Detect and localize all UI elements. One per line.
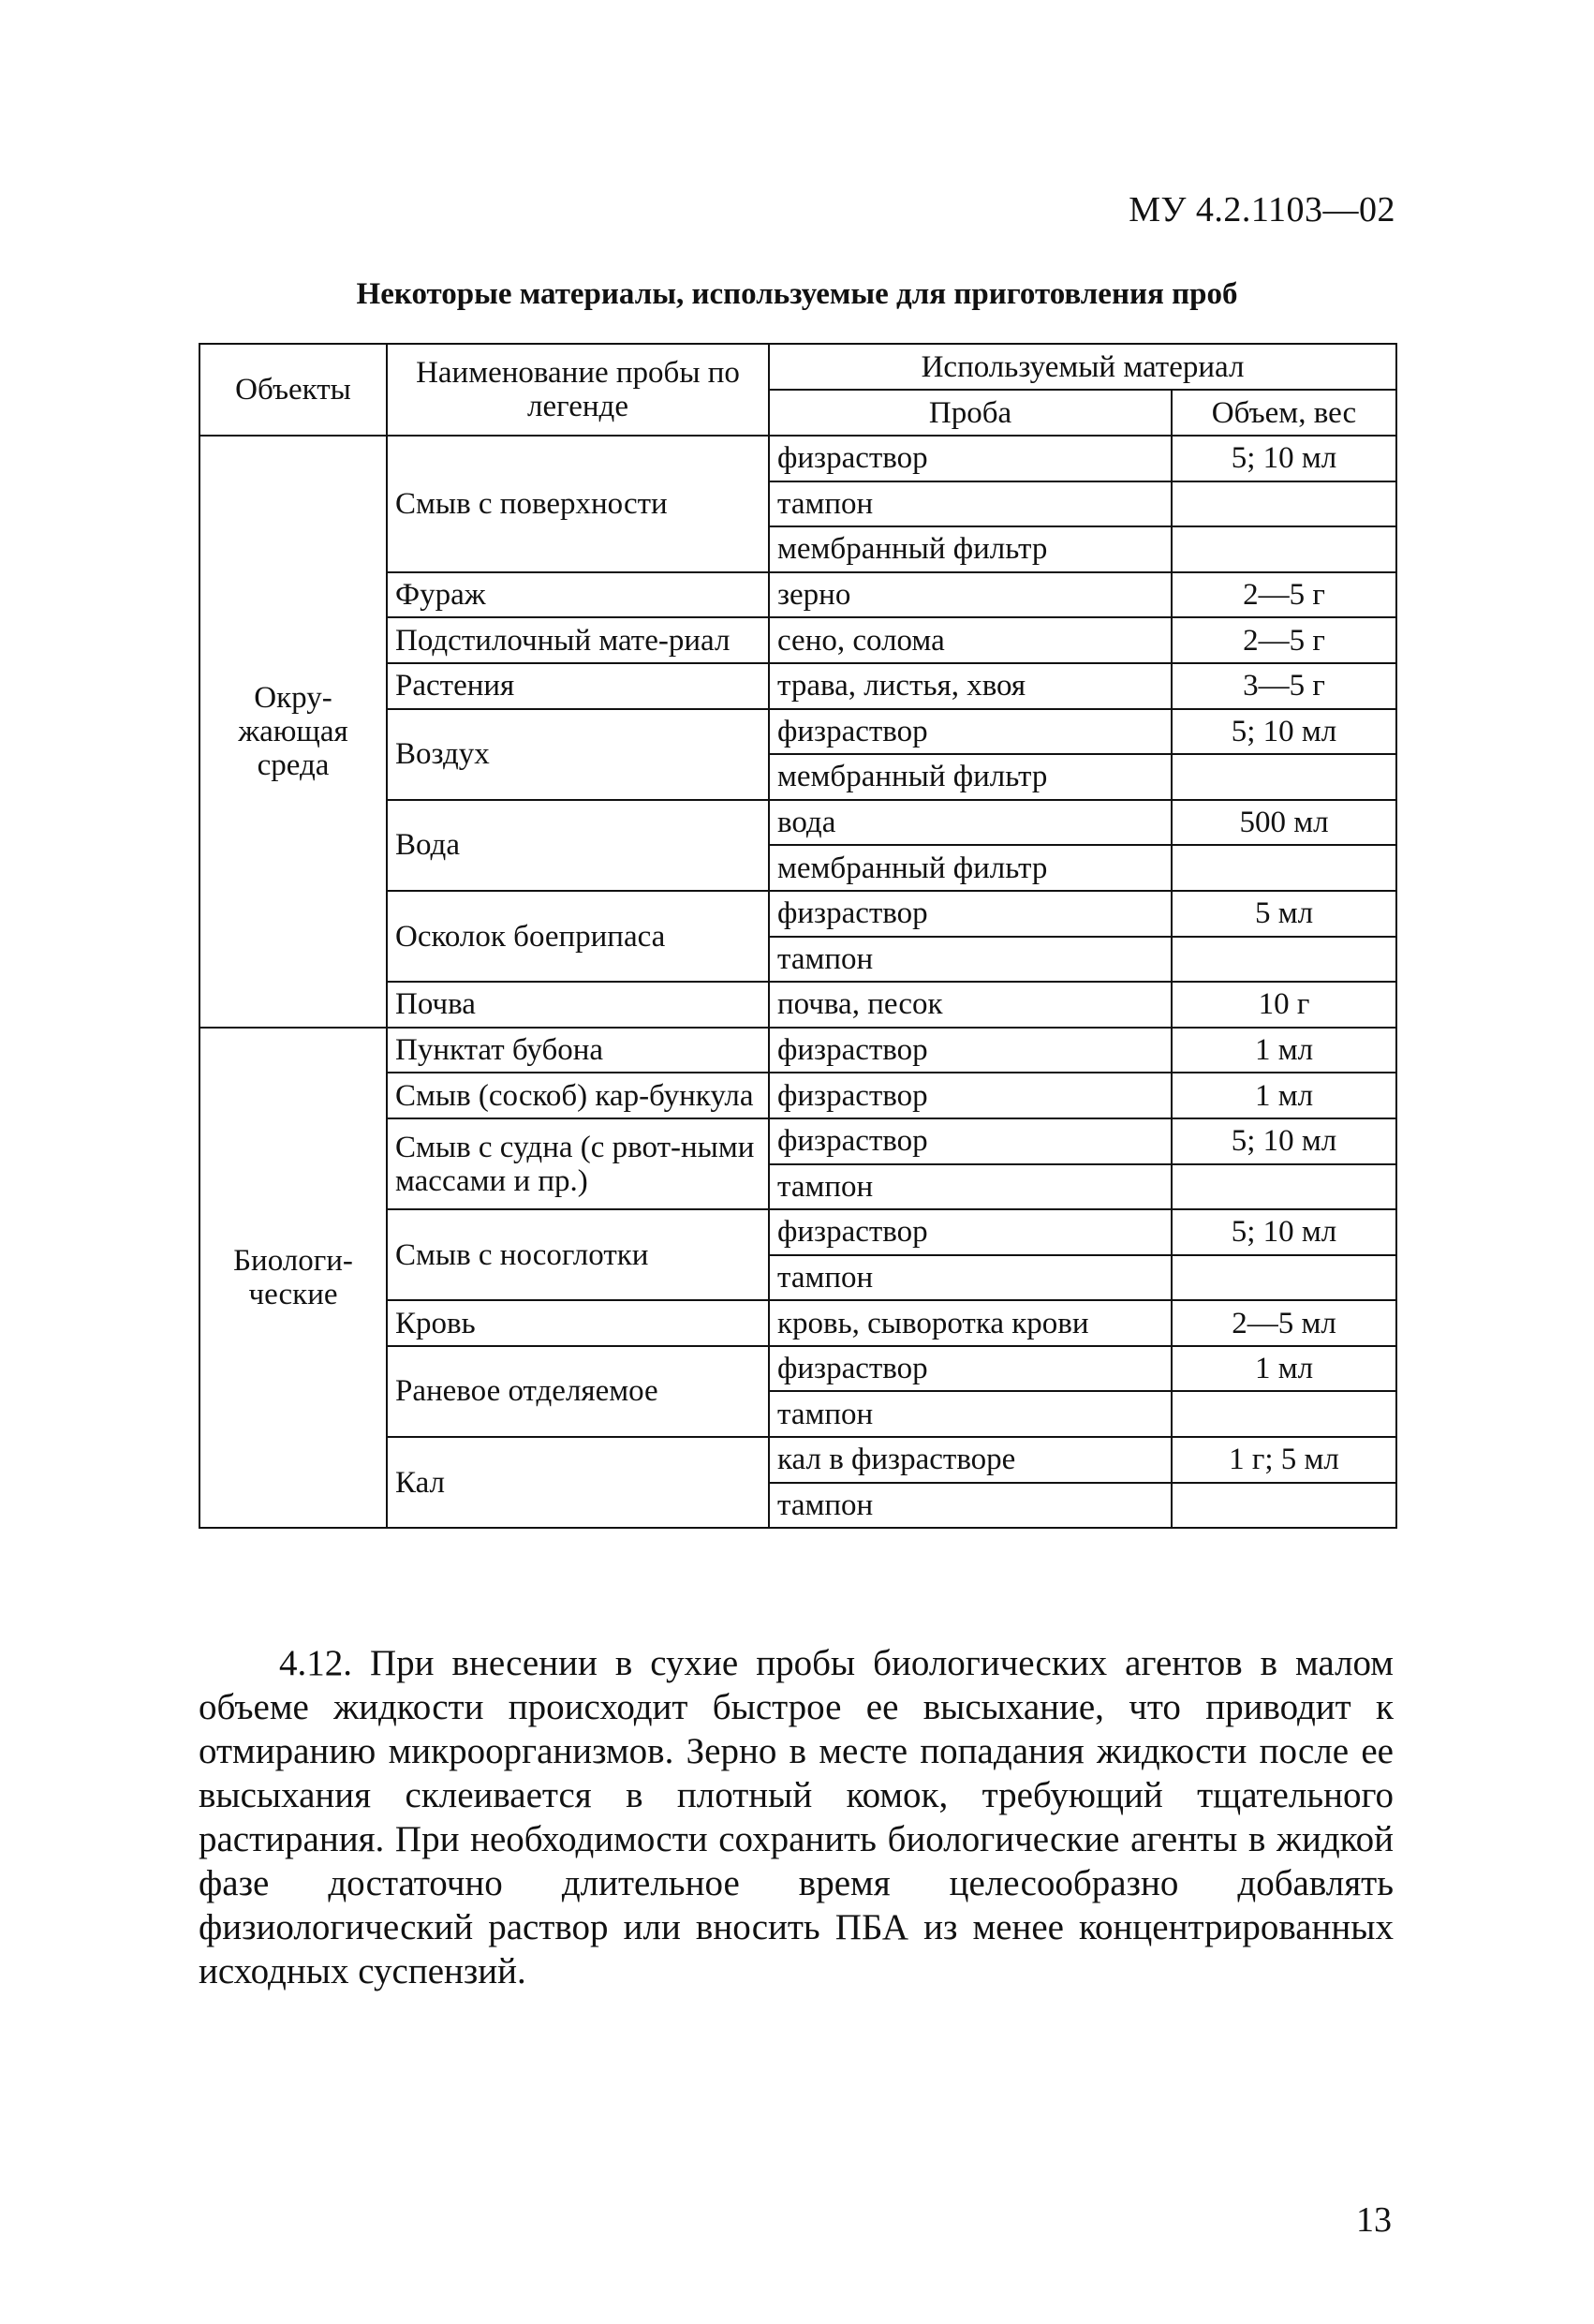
material-cell: мембранный фильтр bbox=[769, 754, 1172, 800]
material-cell: физраствор bbox=[769, 436, 1172, 481]
material-cell: мембранный фильтр bbox=[769, 526, 1172, 572]
material-cell: тампон bbox=[769, 937, 1172, 983]
volume-cell bbox=[1172, 481, 1396, 527]
volume-cell: 1 мл bbox=[1172, 1346, 1396, 1392]
material-cell: сено, солома bbox=[769, 617, 1172, 663]
sample-name-cell: Вода bbox=[387, 800, 769, 891]
volume-cell: 5; 10 мл bbox=[1172, 436, 1396, 481]
material-cell: физраствор bbox=[769, 709, 1172, 755]
material-cell: тампон bbox=[769, 481, 1172, 527]
table-title: Некоторые материалы, используемые для приготовления проб bbox=[356, 277, 1238, 311]
sample-name-cell: Почва bbox=[387, 982, 769, 1028]
object-cell: Биологи-ческие bbox=[199, 1028, 387, 1529]
sample-name-cell: Смыв с поверхности bbox=[387, 436, 769, 572]
material-cell: физраствор bbox=[769, 1073, 1172, 1118]
volume-cell: 1 мл bbox=[1172, 1028, 1396, 1073]
volume-cell: 2—5 г bbox=[1172, 572, 1396, 618]
material-cell: трава, листья, хвоя bbox=[769, 663, 1172, 709]
material-cell: тампон bbox=[769, 1483, 1172, 1529]
header-volume: Объем, вес bbox=[1172, 390, 1396, 436]
volume-cell: 3—5 г bbox=[1172, 663, 1396, 709]
material-cell: кровь, сыворотка крови bbox=[769, 1300, 1172, 1346]
volume-cell bbox=[1172, 1391, 1396, 1437]
material-cell: почва, песок bbox=[769, 982, 1172, 1028]
header-material: Используемый материал bbox=[769, 344, 1396, 390]
page-number: 13 bbox=[1356, 2200, 1392, 2240]
material-cell: кал в физрастворе bbox=[769, 1437, 1172, 1483]
material-cell: физраствор bbox=[769, 1118, 1172, 1164]
volume-cell: 5; 10 мл bbox=[1172, 1209, 1396, 1255]
volume-cell bbox=[1172, 526, 1396, 572]
sample-name-cell: Смыв с судна (с рвот-ными массами и пр.) bbox=[387, 1118, 769, 1209]
material-cell: физраствор bbox=[769, 1028, 1172, 1073]
sample-name-cell: Смыв (соскоб) кар-бункула bbox=[387, 1073, 769, 1118]
header-sample: Проба bbox=[769, 390, 1172, 436]
sample-name-cell: Осколок боеприпаса bbox=[387, 891, 769, 982]
sample-name-cell: Растения bbox=[387, 663, 769, 709]
materials-table bbox=[199, 343, 1397, 1529]
volume-cell bbox=[1172, 845, 1396, 891]
material-cell: физраствор bbox=[769, 1209, 1172, 1255]
document-code: МУ 4.2.1103—02 bbox=[1129, 190, 1395, 229]
material-cell: вода bbox=[769, 800, 1172, 846]
volume-cell: 500 мл bbox=[1172, 800, 1396, 846]
volume-cell bbox=[1172, 937, 1396, 983]
volume-cell: 5; 10 мл bbox=[1172, 709, 1396, 755]
table-body bbox=[199, 436, 1396, 1528]
volume-cell bbox=[1172, 1483, 1396, 1529]
material-cell: мембранный фильтр bbox=[769, 845, 1172, 891]
sample-name-cell: Смыв с носоглотки bbox=[387, 1209, 769, 1300]
volume-cell: 5 мл bbox=[1172, 891, 1396, 937]
header-objects: Объекты bbox=[199, 344, 387, 436]
volume-cell bbox=[1172, 1255, 1396, 1301]
sample-name-cell: Подстилочный мате-риал bbox=[387, 617, 769, 663]
object-cell: Окру-жающая среда bbox=[199, 436, 387, 1028]
sample-name-cell: Пунктат бубона bbox=[387, 1028, 769, 1073]
material-cell: зерно bbox=[769, 572, 1172, 618]
volume-cell: 2—5 г bbox=[1172, 617, 1396, 663]
volume-cell: 1 мл bbox=[1172, 1073, 1396, 1118]
material-cell: тампон bbox=[769, 1391, 1172, 1437]
table-row bbox=[199, 1028, 1396, 1073]
sample-name-cell: Фураж bbox=[387, 572, 769, 618]
volume-cell bbox=[1172, 754, 1396, 800]
material-cell: физраствор bbox=[769, 891, 1172, 937]
volume-cell: 2—5 мл bbox=[1172, 1300, 1396, 1346]
header-sample-name: Наименование пробы по легенде bbox=[387, 344, 769, 436]
material-cell: тампон bbox=[769, 1255, 1172, 1301]
material-cell: тампон bbox=[769, 1164, 1172, 1210]
volume-cell: 5; 10 мл bbox=[1172, 1118, 1396, 1164]
paragraph-4-12: 4.12. При внесении в сухие пробы биологических агентов в малом объеме жидкости происходит быстрое ее высыхание, что приводит к отмиранию микроорганизмов. Зерно в месте попадания жидкости после ее высыхания склеивается в плотный комок, требующий тщательного растирания. При необходимости сохранить биологические агенты в жидкой фазе достаточно длительное время целесообразно добавлять физиологический раствор или вносить ПБА из менее концентрированных исходных суспензий. bbox=[199, 1643, 1394, 1991]
table-row bbox=[199, 436, 1396, 481]
volume-cell: 1 г; 5 мл bbox=[1172, 1437, 1396, 1483]
sample-name-cell: Раневое отделяемое bbox=[387, 1346, 769, 1437]
sample-name-cell: Кровь bbox=[387, 1300, 769, 1346]
sample-name-cell: Кал bbox=[387, 1437, 769, 1528]
volume-cell: 10 г bbox=[1172, 982, 1396, 1028]
volume-cell bbox=[1172, 1164, 1396, 1210]
material-cell: физраствор bbox=[769, 1346, 1172, 1392]
sample-name-cell: Воздух bbox=[387, 709, 769, 800]
